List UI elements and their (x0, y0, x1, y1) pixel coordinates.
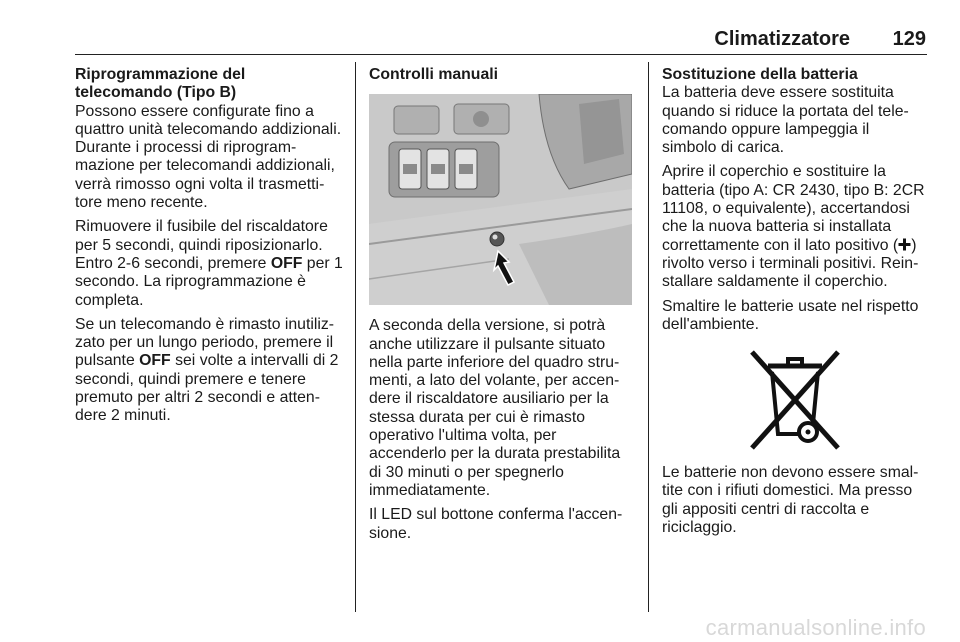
text: sei volte a intervalli di 2 secondi, quindi premere e tenere premuto per altri 2 secondi e attendere 2 minuti. (75, 352, 339, 425)
paragraph-led: Il LED sul bottone conferma l'accensione. (369, 506, 623, 542)
text: ) rivolto verso i terminali positivi. Reinstallare saldamente il coperchio. (662, 236, 919, 291)
column-battery-replacement (662, 66, 928, 543)
page-header (0, 0, 960, 54)
text: Rimuovere il fusibile del riscaldatore per 5 secondi, quindi riposizionarlo. Entro 2-6 secondi, premere (75, 218, 328, 272)
paragraph-when-replace: La batteria deve essere sostituita quando si riduce la portata del telecomando oppure lampeggia il simbolo di carica. (662, 84, 909, 157)
text: per 1 secondo. La riprogrammazione è completa. (75, 254, 343, 309)
page-number: 129 (892, 28, 926, 50)
off-keyword: OFF (270, 254, 303, 272)
paragraph-manual-button: A seconda della versione, si potrà anche utilizzare il pulsante situato nella parte inferiore del quadro strumenti, a lato del volante, per accendere il riscaldatore ausiliario per la stessa durata per cui è rimasto operativo l'ultima volta, per accenderlo per la durata prestabilita di 30 minuti o per spegnerlo immediatamente. (369, 317, 621, 499)
section-title: Climatizzatore (714, 28, 850, 50)
heading-manual-controls: Controlli manuali (369, 66, 499, 83)
dashboard-button-photo (369, 94, 632, 305)
column-manual-controls (369, 66, 634, 549)
plus-icon (898, 238, 911, 251)
header-divider (75, 54, 927, 55)
heading-reprogramming: Riprogrammazione del telecomando (Tipo B) (75, 66, 246, 102)
column-divider-2 (648, 62, 649, 612)
paragraph-additional-units: Possono essere configurate fino a quattro unità telecomando addizionali. Durante i processi di riprogrammazione per telecomandi addizionali, verrà rimosso ogni volta il trasmettitore meno recente. (75, 102, 342, 212)
column-divider-1 (355, 62, 356, 612)
watermark: carmanualsonline.info (705, 615, 926, 640)
paragraph-fuse-procedure (75, 218, 343, 309)
paragraph-dispose: Smaltire le batterie usate nel rispetto dell'ambiente. (662, 297, 919, 333)
paragraph-unused-remote (75, 316, 343, 426)
text: Aprire il coperchio e sostituire la batteria (tipo A: CR 2430, tipo B: 2CR 11108, o equivalente), accertandosi che la nuova batteria si installata correttamente con il lato positivo ( (662, 163, 925, 254)
paragraph-replace-procedure (662, 163, 928, 291)
text: Se un telecomando è rimasto inutilizzato per un lungo periodo, premere il pulsante (75, 315, 335, 370)
paragraph-no-household-waste: Le batterie non devono essere smaltite con i rifiuti domestici. Ma presso gli appositi centri di raccolta e riciclaggio. (662, 464, 919, 537)
off-keyword: OFF (139, 352, 171, 370)
crossed-out-bin-icon (740, 344, 850, 452)
column-reprogramming (75, 66, 343, 432)
heading-battery-replacement: Sostituzione della batteria (662, 66, 858, 83)
